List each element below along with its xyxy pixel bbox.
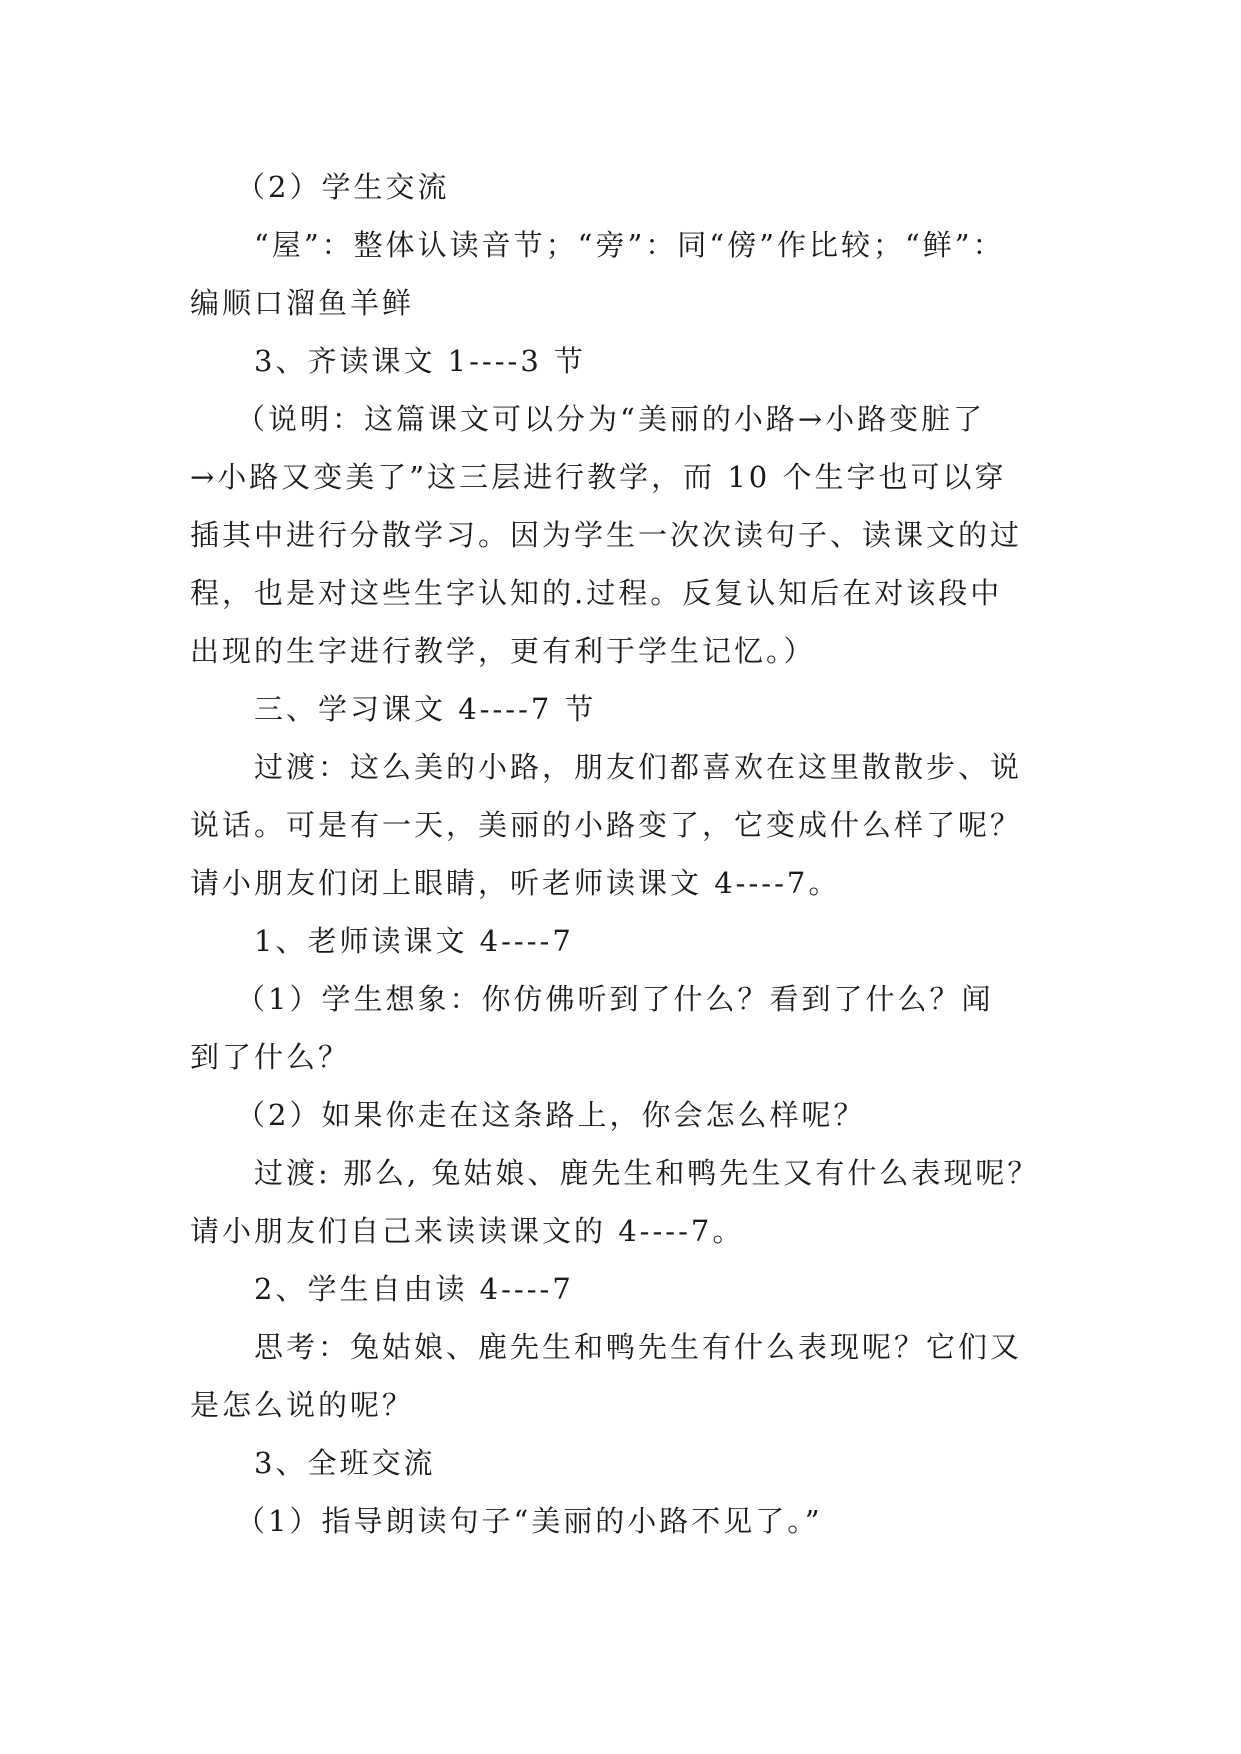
text-line: 是怎么说的呢？ — [190, 1388, 415, 1422]
text-line: （1）指导朗读句子“美丽的小路不见了。” — [236, 1504, 823, 1538]
text-line: 请小朋友们闭上眼睛，听老师读课文 4----7。 — [190, 866, 841, 900]
text-line: （1）学生想象：你仿佛听到了什么？看到了什么？闻 — [236, 982, 994, 1016]
text-line: →小路又变美了”这三层进行教学，而 10 个生字也可以穿 — [190, 460, 1007, 494]
text-line: 3、齐读课文 1----3 节 — [254, 344, 586, 378]
text-line: （2）如果你走在这条路上，你会怎么样呢？ — [236, 1098, 866, 1132]
text-line: 3、全班交流 — [254, 1446, 436, 1480]
text-line: 过渡: 那么, 兔姑娘、鹿先生和鸭先生又有什么表现呢？ — [254, 1156, 1040, 1190]
text-line: “屋”：整体认读音节；“旁”：同“傍”作比较；“鲜”： — [254, 228, 1005, 262]
text-line: 过渡：这么美的小路，朋友们都喜欢在这里散散步、说 — [254, 750, 1023, 784]
text-line: 请小朋友们自己来读读课文的 4----7。 — [190, 1214, 745, 1248]
text-line: （2）学生交流 — [236, 170, 450, 204]
text-line: 编顺口溜鱼羊鲜 — [190, 286, 415, 320]
text-line: 2、学生自由读 4----7 — [254, 1272, 574, 1306]
text-line: 说话。可是有一天，美丽的小路变了，它变成什么样了呢？ — [190, 808, 1023, 842]
text-line: 程，也是对这些生字认知的.过程。反复认知后在对该段中 — [190, 576, 1003, 610]
text-line: （说明：这篇课文可以分为“美丽的小路→小路变脏了 — [236, 402, 986, 436]
text-line: 三、学习课文 4----7 节 — [254, 692, 597, 726]
text-line: 插其中进行分散学习。因为学生一次次读句子、读课文的过 — [190, 518, 1023, 552]
text-line: 1、老师读课文 4----7 — [254, 924, 574, 958]
text-line: 出现的生字进行教学，更有利于学生记忆。） — [190, 634, 816, 668]
text-line: 思考：兔姑娘、鹿先生和鸭先生有什么表现呢？它们又 — [254, 1330, 1023, 1364]
text-line: 到了什么？ — [190, 1040, 351, 1074]
document-body — [190, 158, 1050, 1550]
